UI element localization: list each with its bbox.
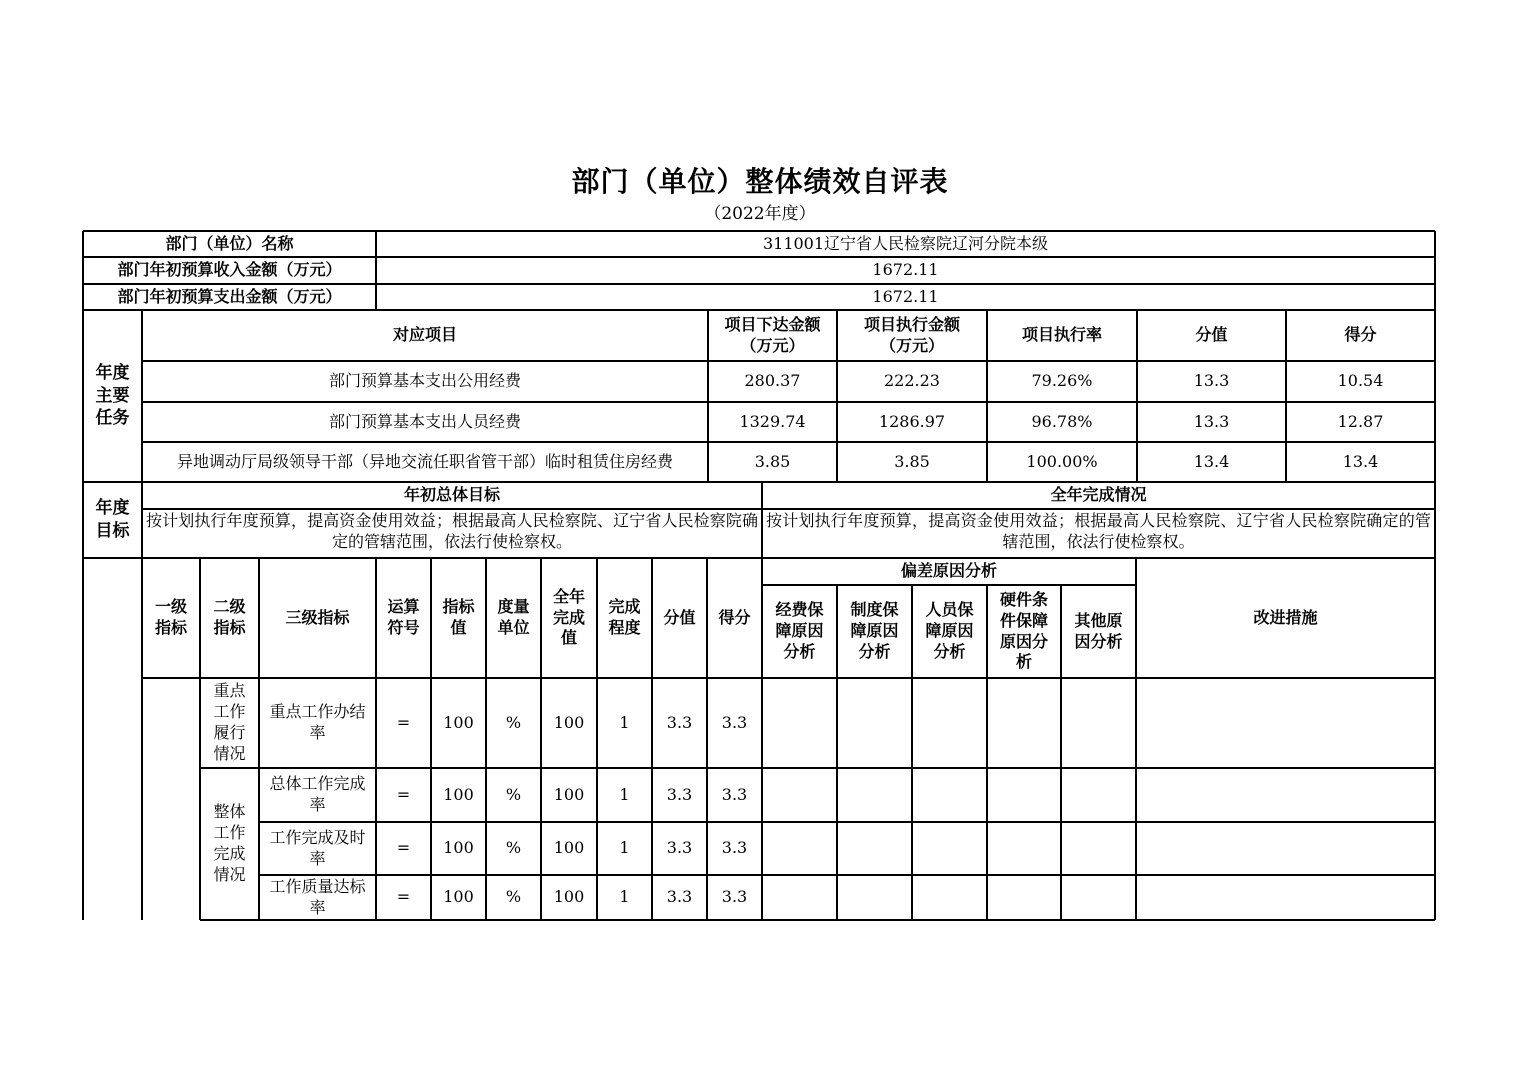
indicator-degree: 1 — [619, 784, 630, 804]
grid-line — [651, 558, 653, 920]
completion-text: 按计划执行年度预算，提高资金使用效益；根据最高人民检察院、辽宁省人民检察院确定的管辖范围，依法行使检察权。 — [766, 511, 1431, 551]
header-score: 得分 — [1344, 325, 1377, 345]
indicator-target: 100 — [443, 887, 474, 907]
grid-line — [706, 558, 708, 920]
header-level2: 二级 指标 — [213, 597, 246, 637]
header-annual: 全年 完成 值 — [552, 586, 585, 648]
indicator-name: 工作质量达标率 — [269, 876, 366, 917]
indicator-score: 3.3 — [721, 784, 748, 804]
header-operator: 运算 符号 — [387, 597, 420, 637]
grid-line — [762, 584, 1136, 586]
indicator-degree: 1 — [619, 712, 630, 732]
grid-line — [375, 231, 377, 310]
grid-line — [83, 481, 1435, 483]
indicator-unit: % — [505, 887, 522, 907]
income-value: 1672.11 — [872, 260, 939, 280]
task-exec-rate: 79.26% — [1031, 371, 1093, 391]
overall-goal-text: 按计划执行年度预算，提高资金使用效益；根据最高人民检察院、辽宁省人民检察院确定的管辖范围，依法行使检察权。 — [146, 511, 758, 551]
header-level3: 三级指标 — [285, 607, 350, 627]
expense-label: 部门年初预算支出金额（万元） — [117, 286, 342, 306]
overall-goal-header: 年初总体目标 — [403, 485, 500, 505]
indicator-score-value: 3.3 — [666, 887, 693, 907]
grid-line — [430, 558, 432, 920]
header-allocated: 项目下达金额 （万元） — [724, 314, 821, 355]
task-score: 10.54 — [1337, 371, 1384, 391]
header-project: 对应项目 — [392, 325, 457, 345]
indicator-annual: 100 — [553, 784, 585, 804]
header-score-value: 分值 — [663, 607, 696, 627]
task-score-value: 13.3 — [1193, 371, 1230, 391]
indicator-score-value: 3.3 — [666, 712, 693, 732]
level2-key-work: 重点 工作 履行 情况 — [213, 681, 246, 763]
grid-line — [540, 558, 542, 920]
page-subtitle: （2022年度） — [704, 204, 816, 224]
header-score-value: 分值 — [1195, 325, 1228, 345]
completion-header: 全年完成情况 — [1050, 485, 1147, 505]
task-project: 部门预算基本支出人员经费 — [328, 411, 521, 431]
grid-line — [1060, 585, 1062, 920]
indicator-degree: 1 — [619, 887, 630, 907]
task-project: 部门预算基本支出公用经费 — [328, 371, 521, 391]
indicator-score: 3.3 — [721, 712, 748, 732]
grid-line — [199, 558, 201, 920]
grid-line — [836, 585, 838, 920]
table-left-border — [82, 231, 84, 920]
indicator-score-value: 3.3 — [666, 838, 693, 858]
header-unit: 度量 单位 — [497, 597, 530, 637]
grid-line — [142, 677, 1435, 679]
income-label: 部门年初预算收入金额（万元） — [117, 260, 342, 280]
level2-overall-work: 整体 工作 完成 情况 — [213, 802, 246, 884]
indicator-name: 工作完成及时率 — [269, 827, 366, 868]
grid-line — [142, 360, 1435, 362]
goals-section-label: 年度 目标 — [95, 498, 130, 541]
page-title: 部门（单位）整体绩效自评表 — [571, 165, 949, 198]
header-exec-rate: 项目执行率 — [1021, 325, 1102, 345]
grid-line — [141, 310, 143, 482]
task-project: 异地调动厅局级领导干部（异地交流任职省管干部）临时租赁住房经费 — [176, 451, 673, 471]
grid-line — [142, 401, 1435, 403]
indicator-operator: = — [396, 784, 411, 804]
expense-value: 1672.11 — [872, 286, 939, 306]
indicator-operator: = — [396, 712, 411, 732]
table-right-border — [1434, 231, 1436, 920]
indicator-score: 3.3 — [721, 887, 748, 907]
task-score-value: 13.3 — [1193, 411, 1230, 431]
grid-line — [1285, 310, 1287, 482]
grid-line — [761, 558, 763, 920]
header-target: 指标 值 — [442, 597, 475, 637]
indicator-operator: = — [396, 887, 411, 907]
grid-line — [1135, 558, 1137, 920]
header-dev-other: 其他原 因分析 — [1074, 610, 1123, 651]
grid-line — [142, 508, 1435, 510]
indicator-name: 重点工作办结率 — [269, 702, 366, 742]
grid-line — [83, 283, 1435, 285]
grid-line — [986, 310, 988, 482]
grid-line — [259, 874, 1435, 876]
grid-line — [83, 557, 1435, 559]
header-dev-system: 制度保 障原因 分析 — [850, 600, 899, 661]
table-top-border — [83, 230, 1435, 232]
indicator-score-value: 3.3 — [666, 784, 693, 804]
grid-line — [259, 821, 1435, 823]
indicator-target: 100 — [443, 838, 474, 858]
deviation-header: 偏差原因分析 — [900, 561, 997, 581]
tasks-section-label: 年度 主要 任务 — [95, 362, 130, 429]
header-executed: 项目执行金额 （万元） — [863, 314, 960, 355]
grid-line — [375, 558, 377, 920]
indicator-operator: = — [396, 838, 411, 858]
task-allocated: 280.37 — [744, 371, 801, 391]
task-executed: 3.85 — [894, 451, 930, 471]
task-executed: 222.23 — [884, 371, 940, 391]
header-dev-hardware: 硬件条 件保障 原因分 析 — [999, 589, 1048, 672]
grid-line — [141, 482, 143, 558]
grid-line — [83, 309, 1435, 311]
task-allocated: 1329.74 — [739, 411, 806, 431]
header-score: 得分 — [718, 607, 751, 627]
grid-line — [258, 558, 260, 920]
task-allocated: 3.85 — [754, 451, 791, 471]
indicator-annual: 100 — [553, 712, 585, 732]
grid-line — [1136, 310, 1138, 482]
indicator-score: 3.3 — [721, 838, 748, 858]
grid-line — [707, 310, 709, 482]
header-dev-funding: 经费保 障原因 分析 — [775, 600, 824, 661]
grid-line — [141, 558, 143, 920]
grid-line — [986, 585, 988, 920]
grid-line — [200, 767, 1435, 769]
task-score: 12.87 — [1337, 411, 1384, 431]
indicator-annual: 100 — [553, 887, 585, 907]
indicator-name: 总体工作完成率 — [269, 774, 366, 814]
task-exec-rate: 100.00% — [1026, 451, 1098, 471]
indicator-unit: % — [505, 784, 522, 804]
header-improve: 改进措施 — [1253, 607, 1318, 627]
grid-line — [911, 585, 913, 920]
task-score-value: 13.4 — [1193, 451, 1230, 471]
grid-line — [836, 310, 838, 482]
header-level1: 一级 指标 — [154, 597, 187, 637]
task-score: 13.4 — [1342, 451, 1379, 471]
unit-name-value: 311001辽宁省人民检察院辽河分院本级 — [762, 233, 1049, 253]
indicator-degree: 1 — [619, 838, 630, 858]
task-executed: 1286.97 — [878, 411, 946, 431]
grid-line — [83, 256, 1435, 258]
indicator-unit: % — [505, 712, 522, 732]
grid-line — [596, 558, 598, 920]
indicator-target: 100 — [443, 712, 474, 732]
grid-line — [142, 441, 1435, 443]
unit-name-label: 部门（单位）名称 — [165, 233, 294, 253]
indicator-annual: 100 — [553, 838, 585, 858]
header-degree: 完成 程度 — [608, 597, 641, 637]
grid-line — [485, 558, 487, 920]
indicator-target: 100 — [443, 784, 474, 804]
indicator-unit: % — [505, 838, 522, 858]
grid-line — [761, 482, 763, 558]
grid-line — [200, 919, 1435, 921]
task-exec-rate: 96.78% — [1031, 411, 1093, 431]
header-dev-personnel: 人员保 障原因 分析 — [925, 600, 974, 661]
